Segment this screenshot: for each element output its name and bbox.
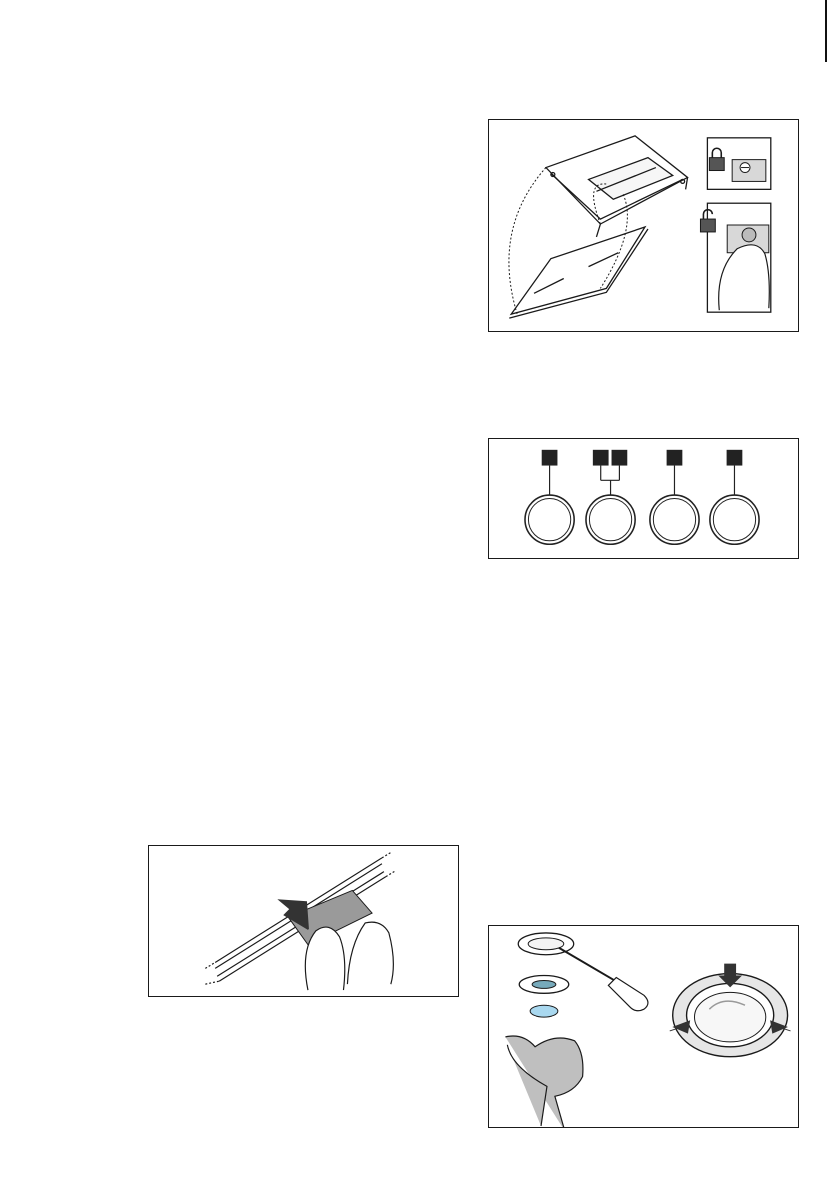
hands-icon: [305, 922, 393, 990]
grease-filter-illustration: [489, 120, 798, 331]
filter-panel: [509, 227, 648, 318]
filter-latch-illustration: [149, 846, 458, 996]
button-2[interactable]: [586, 495, 635, 544]
lamp-replacement-figure: [488, 925, 799, 1128]
gloved-hand-icon: [505, 1036, 583, 1127]
control-panel-illustration: [489, 439, 798, 558]
arrow-icon: [277, 899, 309, 930]
label-box-2: [593, 450, 609, 466]
padlock-closed-icon: [709, 158, 724, 171]
control-panel-figure: [488, 438, 799, 559]
label-box-4: [667, 450, 683, 466]
locked-detail: [707, 138, 770, 190]
lamp-lens: [530, 1005, 558, 1017]
leader-lines: [550, 466, 735, 496]
filter-latch-figure: [148, 845, 459, 997]
lamp-ring-detail: [670, 964, 791, 1057]
label-boxes: [542, 450, 743, 466]
button-1[interactable]: [525, 495, 574, 544]
lamp-cover-exploded: [518, 933, 573, 1017]
grease-filter-removal-figure: [488, 119, 799, 332]
label-box-3: [612, 450, 628, 466]
unlocked-detail: [700, 203, 770, 312]
button-3[interactable]: [650, 495, 699, 544]
buttons: [525, 495, 759, 544]
lamp-replacement-illustration: [489, 926, 798, 1127]
padlock-open-icon: [700, 219, 715, 232]
button-4[interactable]: [710, 495, 759, 544]
hood-underside: [546, 136, 688, 237]
page-edge-mark: [825, 0, 827, 62]
screwdriver-icon: [559, 948, 648, 1011]
label-box-5: [727, 450, 743, 466]
label-box-1: [542, 450, 558, 466]
